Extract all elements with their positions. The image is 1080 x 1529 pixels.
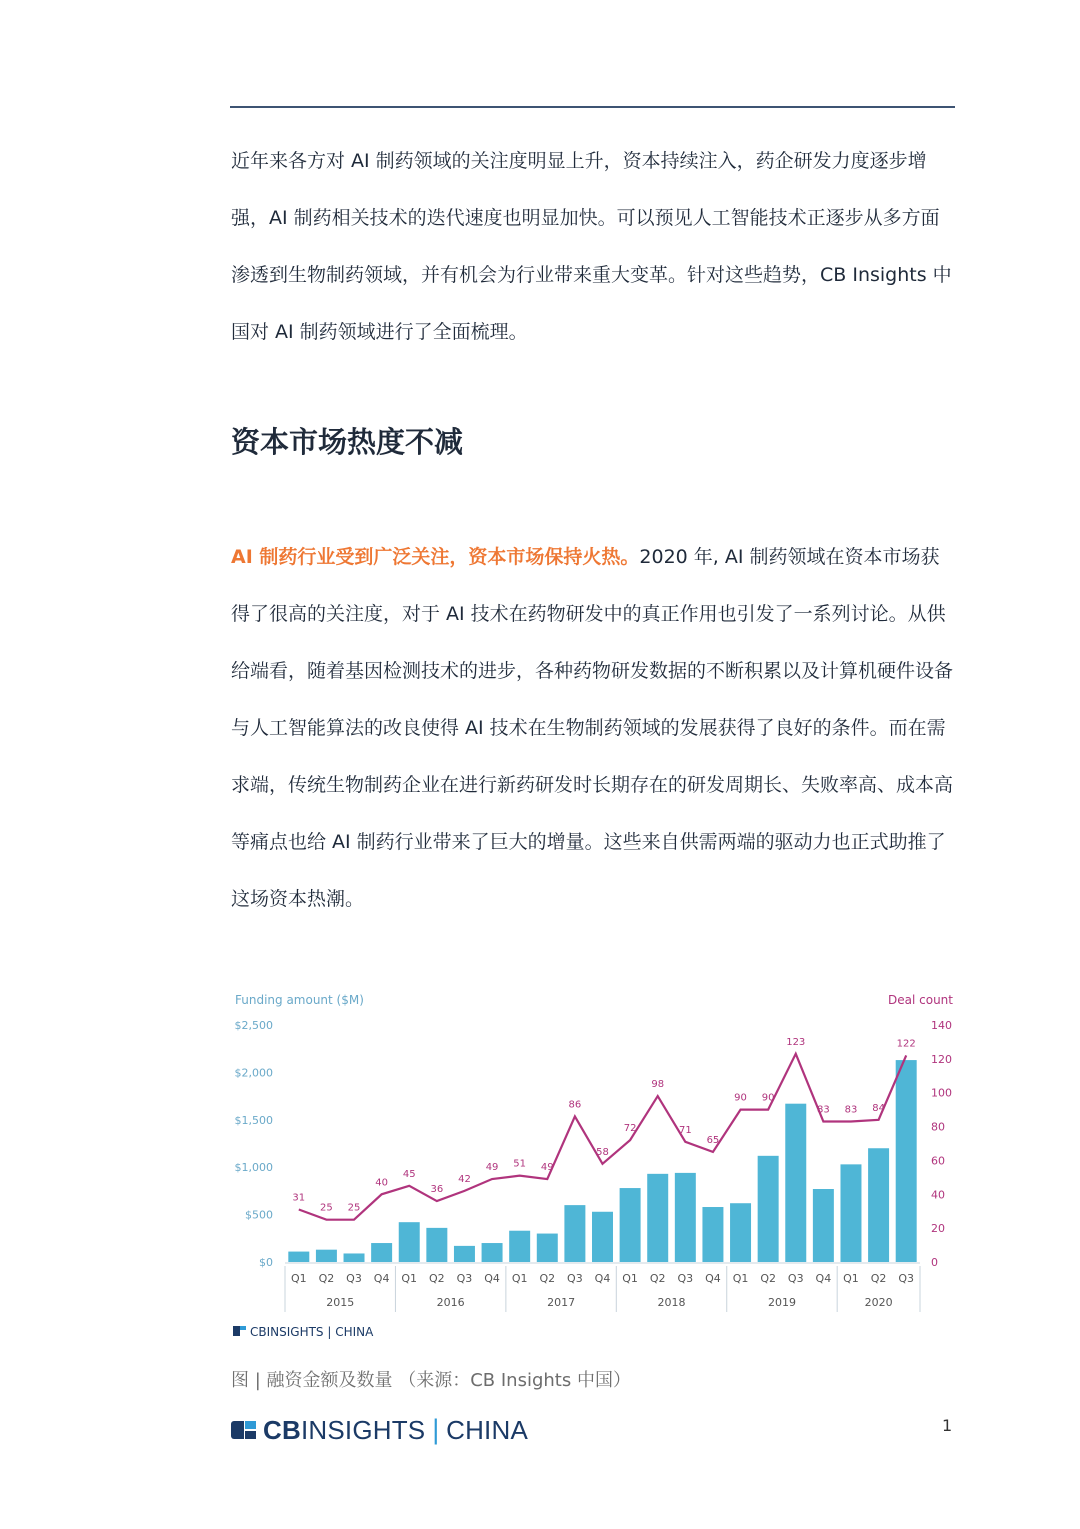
- quarter-label: Q3: [787, 1272, 804, 1285]
- section-paragraph: [231, 529, 955, 928]
- highlight-text: AI 制药行业受到广泛关注，资本市场保持火热。: [231, 546, 640, 568]
- deal-count-label: 71: [678, 1124, 692, 1136]
- funding-bar: [896, 1060, 917, 1262]
- funding-bar: [564, 1205, 585, 1262]
- quarter-label: Q2: [429, 1272, 445, 1285]
- year-label: 2019: [767, 1296, 796, 1309]
- deal-count-label: 65: [706, 1134, 720, 1146]
- deal-count-label: 31: [292, 1192, 306, 1204]
- quarter-label: Q1: [401, 1272, 418, 1285]
- year-label: 2017: [547, 1296, 576, 1309]
- deal-count-label: 84: [872, 1102, 885, 1114]
- y2-axis-title: Deal count: [888, 993, 953, 1007]
- source-logo-icon-part: [240, 1326, 246, 1330]
- funding-bar: [592, 1212, 613, 1262]
- y2-tick-label: 0: [931, 1256, 938, 1269]
- funding-bar: [344, 1253, 365, 1262]
- y-tick-label: $2,000: [234, 1066, 273, 1080]
- deal-count-label: 90: [761, 1092, 775, 1104]
- logo-region: CHINA: [446, 1414, 529, 1445]
- deal-count-label: 40: [375, 1177, 388, 1189]
- logo-rest: INSIGHTS: [300, 1414, 426, 1445]
- deal-count-label: 83: [844, 1104, 858, 1116]
- y-tick-label: $2,500: [234, 1019, 273, 1032]
- funding-bar: [316, 1250, 337, 1262]
- funding-bar: [454, 1246, 475, 1262]
- funding-bar: [620, 1188, 641, 1262]
- funding-bar: [509, 1231, 530, 1262]
- quarter-label: Q2: [870, 1272, 887, 1285]
- quarter-label: Q2: [539, 1272, 556, 1285]
- funding-bar: [813, 1189, 834, 1262]
- quarter-label: Q1: [622, 1272, 638, 1285]
- funding-bar: [675, 1173, 696, 1262]
- year-label: 2020: [864, 1296, 893, 1309]
- quarter-label: Q4: [484, 1272, 500, 1285]
- funding-bar: [730, 1203, 751, 1262]
- body-text: 2020 年, AI 制药领域在资本市场获得了很高的关注度，对于 AI 技术在药物研发中的真正作用也引发了一系列讨论。从供给端看，随着基因检测技术的进步，各种药物研发数据的不断积累以及计算机硬件设备与人工智能算法的改良使得 AI 技术在生物制药领域的发展获得了良好的条件。而在需求端，传统生物制药企业在进行新药研发时长期存在的研发周期长、失败率高、成本高等痛点也给 AI 制药行业带来了巨大的增量。这些来自供需两端的驱动力也正式助推了这场资本热潮。: [231, 546, 954, 910]
- funding-bar: [288, 1252, 309, 1262]
- quarter-label: Q1: [511, 1272, 528, 1285]
- quarter-label: Q4: [815, 1272, 832, 1285]
- quarter-label: Q3: [898, 1272, 915, 1285]
- funding-bar: [482, 1243, 503, 1262]
- funding-bar: [840, 1164, 861, 1262]
- quarter-label: Q1: [732, 1272, 749, 1285]
- funding-bar: [647, 1174, 668, 1262]
- deal-count-label: 58: [596, 1146, 609, 1158]
- logo-bold: CB: [263, 1414, 301, 1445]
- funding-chart-svg: [225, 980, 965, 1340]
- deal-count-label: 25: [347, 1202, 361, 1214]
- y2-tick-label: 60: [931, 1154, 945, 1168]
- deal-count-label: 25: [320, 1202, 333, 1214]
- figure-caption: 图 | 融资金额及数量 （来源：CB Insights 中国）: [231, 1370, 631, 1391]
- deal-count-label: 123: [786, 1036, 806, 1048]
- quarter-label: Q2: [649, 1272, 666, 1285]
- quarter-label: Q2: [318, 1272, 335, 1285]
- y-tick-label: $1,500: [234, 1113, 273, 1127]
- y2-tick-label: 80: [931, 1120, 945, 1134]
- funding-bar: [371, 1243, 392, 1262]
- year-label: 2016: [436, 1296, 465, 1309]
- funding-bar: [537, 1234, 558, 1262]
- deal-count-label: 83: [817, 1104, 830, 1116]
- deal-count-label: 49: [485, 1162, 499, 1174]
- deal-count-label: 42: [458, 1173, 471, 1185]
- y-tick-label: $500: [245, 1208, 273, 1222]
- deal-count-label: 51: [513, 1158, 527, 1170]
- y2-tick-label: 20: [931, 1222, 945, 1236]
- cb-logo-icon: [231, 1419, 257, 1441]
- deal-count-label: 36: [430, 1184, 444, 1196]
- deal-count-label: 72: [623, 1123, 637, 1135]
- y2-tick-label: 120: [931, 1052, 952, 1066]
- funding-bar: [426, 1228, 447, 1262]
- year-label: 2015: [326, 1296, 355, 1309]
- funding-bar: [399, 1222, 420, 1262]
- section-title: 资本市场热度不减: [231, 425, 464, 459]
- logo-separator: |: [431, 1415, 441, 1445]
- quarter-label: Q3: [456, 1272, 473, 1285]
- source-logo-icon: [233, 1326, 240, 1336]
- quarter-label: Q3: [677, 1272, 694, 1285]
- chart-source-label: CBINSIGHTS | CHINA: [250, 1325, 374, 1339]
- deal-count-label: 49: [540, 1162, 554, 1174]
- footer-logo: [231, 1413, 528, 1447]
- header-rule: [230, 106, 955, 108]
- quarter-label: Q1: [290, 1272, 307, 1285]
- funding-bar: [702, 1207, 723, 1262]
- funding-bar: [758, 1156, 779, 1262]
- year-label: 2018: [657, 1296, 686, 1309]
- y-axis-title: Funding amount ($M): [235, 993, 364, 1007]
- y-tick-label: $0: [259, 1256, 273, 1269]
- quarter-label: Q3: [346, 1272, 362, 1285]
- funding-bar: [868, 1148, 889, 1262]
- deal-count-label: 122: [896, 1038, 916, 1050]
- deal-count-label: 98: [651, 1079, 665, 1091]
- page-number: 1: [942, 1416, 953, 1435]
- quarter-label: Q3: [567, 1272, 583, 1285]
- quarter-label: Q4: [705, 1272, 721, 1285]
- quarter-label: Q4: [594, 1272, 611, 1285]
- deal-count-label: 90: [734, 1092, 747, 1104]
- y2-tick-label: 40: [931, 1188, 945, 1202]
- funding-chart: [225, 980, 965, 1340]
- intro-paragraph: 近年来各方对 AI 制药领域的关注度明显上升，资本持续注入，药企研发力度逐步增强，AI 制药相关技术的迭代速度也明显加快。可以预见人工智能技术正逐步从多方面渗透到生物制药领域，并有机会为行业带来重大变革。针对这些趋势，CB Insights 中国对 AI 制药领域进行了全面梳理。: [231, 150, 952, 343]
- y2-tick-label: 100: [931, 1086, 952, 1100]
- deal-count-label: 45: [402, 1168, 416, 1180]
- quarter-label: Q2: [760, 1272, 776, 1285]
- quarter-label: Q4: [373, 1272, 390, 1285]
- funding-bar: [785, 1104, 806, 1262]
- y2-tick-label: 140: [931, 1019, 952, 1032]
- deal-count-label: 86: [568, 1099, 582, 1111]
- y-tick-label: $1,000: [234, 1161, 273, 1175]
- quarter-label: Q1: [843, 1272, 859, 1285]
